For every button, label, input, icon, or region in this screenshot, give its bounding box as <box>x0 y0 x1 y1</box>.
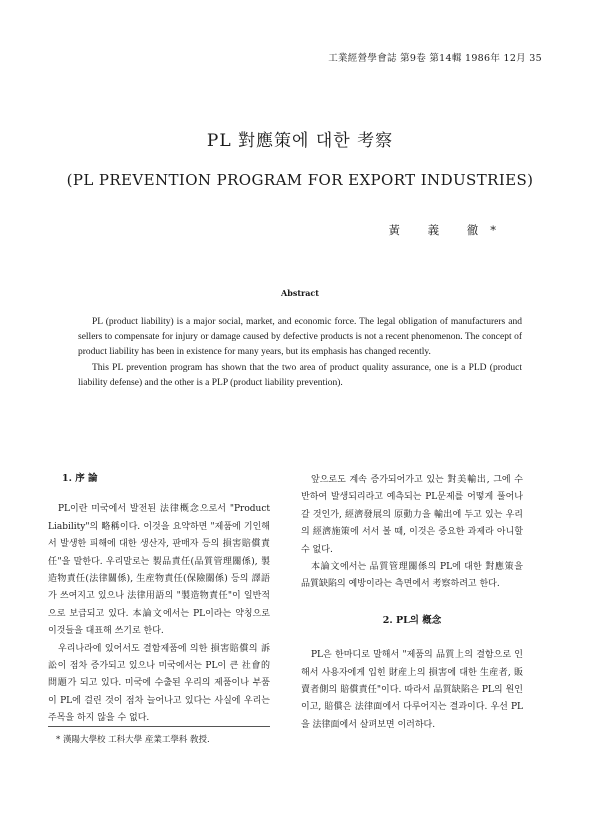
left-column <box>48 470 270 728</box>
body-paragraph: PL이란 미국에서 발전된 法律概念으로서 "Product Liability"의 略稱이다. 이것을 요약하면 "제품에 기인해서 발생한 피해에 대한 생산자, 판매자 등의 損害賠償責任"을 말한다. 우리말로는 製品責任(品質管理關係), 製造物責任(法律關係), 生産物責任(保險關係) 등의 譯語가 쓰여지고 있으나 法律用語의 "製造物責任"이 일반적으로 보급되고 있다. 本論文에서는 PL이라는 약칭으로 이것들을 대표해 쓰기로 한다. <box>48 504 270 637</box>
section-heading-concept: 2. PL의 槪念 <box>382 614 442 626</box>
title-english: (PL PREVENTION PROGRAM FOR EXPORT INDUSTRIES) <box>66 171 534 189</box>
right-column <box>301 472 523 734</box>
abstract-body <box>78 315 522 391</box>
body-paragraph: 本論文에서는 品質管理關係의 PL에 대한 對應策을 品質缺陷의 예방이라는 측면에서 考察하려고 한다. <box>301 562 523 590</box>
footnote: * 漢陽大學校 工科大學 産業工學科 敎授. <box>56 735 210 745</box>
running-header: 工業經營學會誌 第9卷 第14輯 1986年 12月 35 <box>328 53 542 64</box>
abstract-paragraph: PL (product liability) is a major social, market, and economic force. The legal obligation of manufacturers and sellers to compensate for injury or damage caused by defective products is not a recent phenomenon. The concept of product liability has been in existence for many years, but its emphasis has changed recently. <box>78 317 522 358</box>
title-korean: PL 對應策에 대한 考察 <box>206 131 394 151</box>
abstract-heading: Abstract <box>281 288 319 298</box>
abstract-paragraph: This PL prevention program has shown that the two area of product quality assurance, one is a PLD (product liability defense) and the other is a PLP (product liability prevention). <box>78 362 522 388</box>
section-heading-introduction: 1. 序 論 <box>62 473 98 484</box>
body-paragraph: 우리나라에 있어서도 결함제품에 의한 損害賠償의 訴訟이 점차 증가되고 있으나 미국에서는 PL이 큰 社會的問題가 되고 있다. 미국에 수출된 우리의 제품이나 부품이 PL에 걸린 것이 점차 늘어나고 있다는 사실에 우리는 주목을 하지 않을 수 없다. <box>48 643 270 724</box>
body-paragraph: 앞으로도 계속 증가되어가고 있는 對美輸出, 그에 수반하여 발생되리라고 예측되는 PL문제를 어떻게 풀어나갈 것인가, 經濟發展의 原動力을 輸出에 두고 있는 우리의 經濟施策에 서서 볼 때, 이것은 중요한 과제라 아니할 수 없다. <box>301 475 523 555</box>
body-paragraph: PL은 한마디로 말해서 "제품의 品質上의 결함으로 인해서 사용자에게 입힌 財産上의 損害에 대한 生産者, 販賣者側의 賠償責任"이다. 따라서 品質缺陷은 PL의 원인이고, 賠償은 法律面에서 다루어지는 결과이다. 우선 PL을 法律面에서 살펴보면 이러하다. <box>301 650 523 730</box>
footnote-divider <box>48 726 270 727</box>
author: 黃 義 徹* <box>388 223 508 237</box>
